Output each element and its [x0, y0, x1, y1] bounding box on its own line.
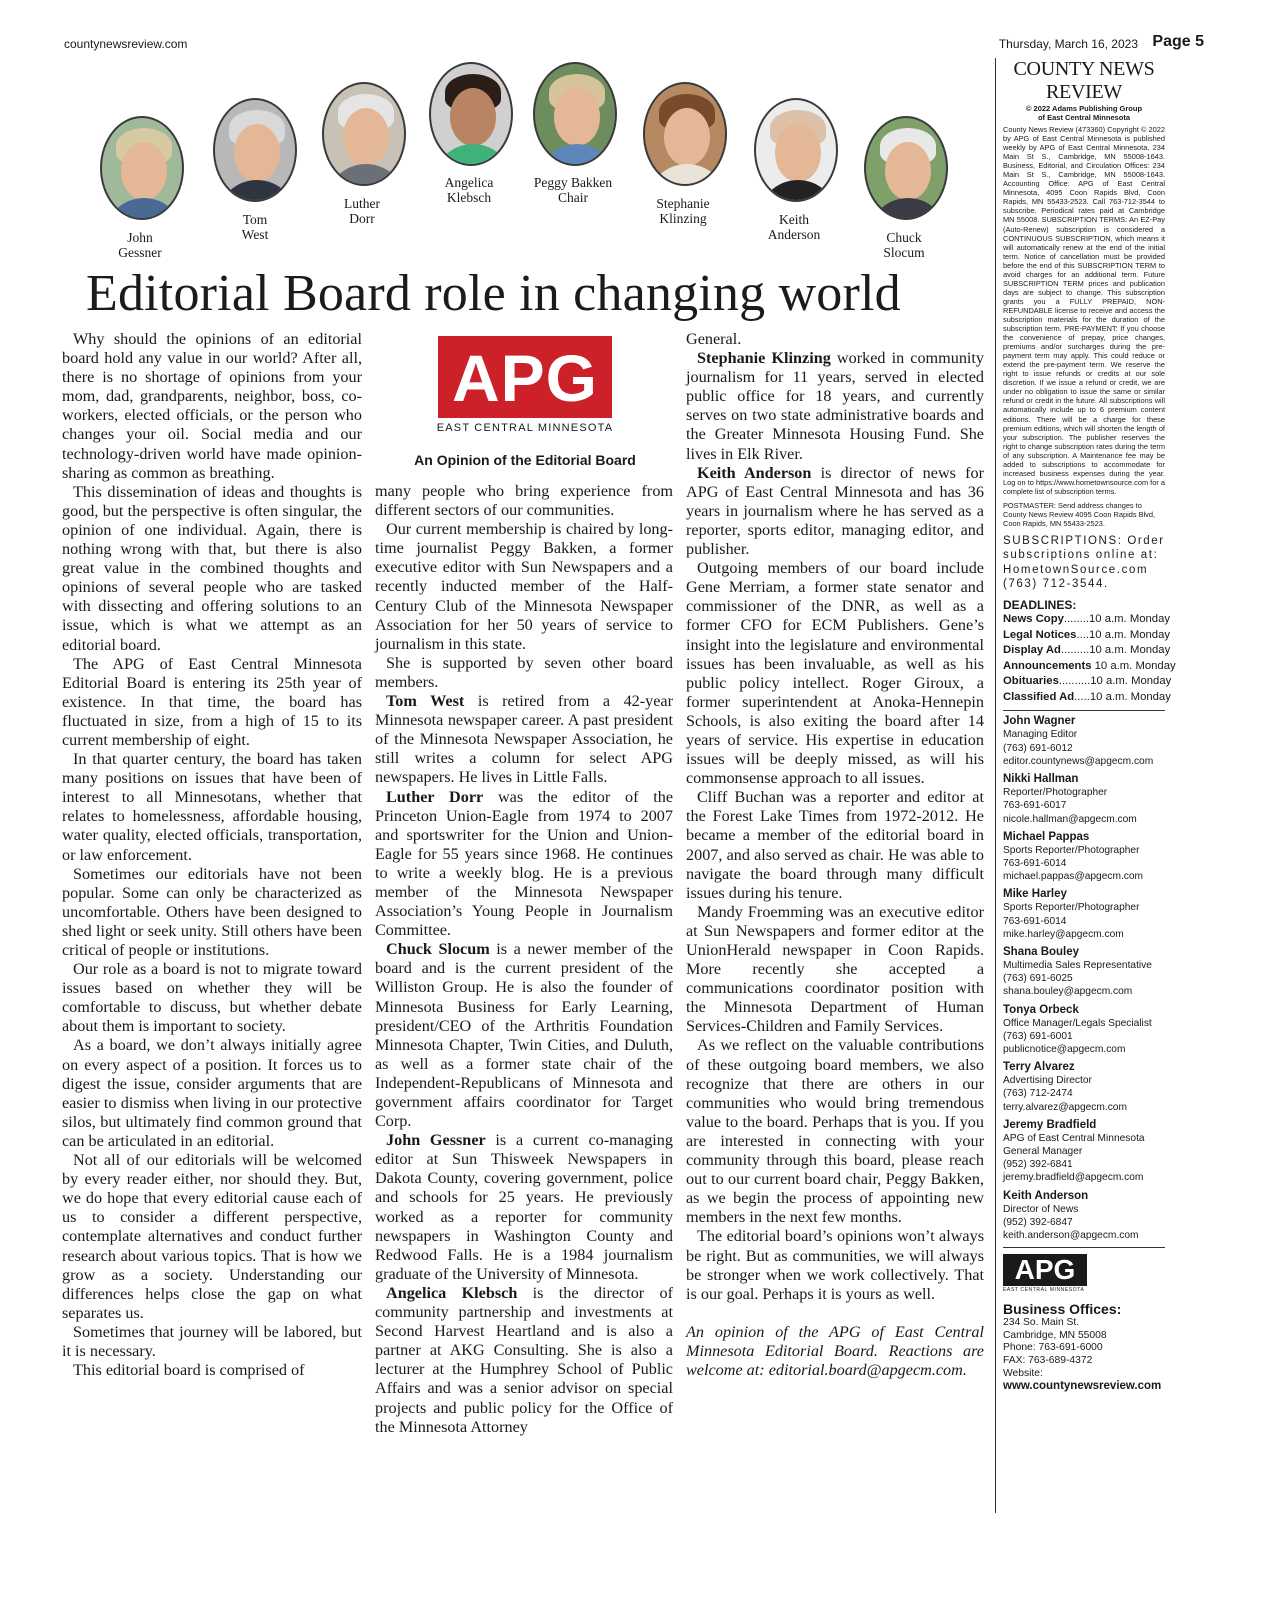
copyright-line: © 2022 Adams Publishing Group — [1025, 104, 1143, 113]
portrait-tom-west — [213, 98, 297, 202]
bio-name: Stephanie Klinzing — [697, 349, 831, 368]
staff-email[interactable]: shana.bouley@apgecm.com — [1003, 986, 1133, 998]
apg-logo-subtitle: EAST CENTRAL MINNESOTA — [436, 422, 614, 434]
deadline-item: Obituaries..........10 a.m. Monday — [1003, 675, 1172, 688]
paragraph: Our current membership is chaired by long-time journalist Peggy Bakken, a former executive editor with Sun Newspapers and a recently inducted member of the Half-Century Club of the Minnesota Newspaper Association for her 50 years of service to journalism in this state. — [375, 520, 673, 653]
bio-stephanie-klinzing: Stephanie Klinzing worked in community journalism for 11 years, served in elected public office for 18 years, and currently serves on two state administrative boards and the Greater Minnesota Housing Fund. She lives in Elk River. — [686, 349, 984, 463]
staff-entry: Terry Alvarez Advertising Director (763) 712-2474 terry.alvarez@apgecm.com — [1003, 1060, 1165, 1114]
portrait-stephanie-klinzing — [643, 82, 727, 186]
paragraph: Sometimes that journey will be labored, but it is necessary. — [62, 1322, 362, 1360]
staff-email[interactable]: nicole.hallman@apgecm.com — [1003, 813, 1137, 825]
copyright-line: of East Central Minnesota — [1037, 113, 1131, 122]
staff-entry: Tonya Orbeck Office Manager/Legals Specialist (763) 691-6001 publicnotice@apgecm.com — [1003, 1003, 1165, 1057]
portrait-chuck-slocum — [864, 116, 948, 220]
deadline-item: News Copy........10 a.m. Monday — [1003, 612, 1171, 625]
photo-john-gessner — [100, 116, 184, 220]
staff-email[interactable]: mike.harley@apgecm.com — [1003, 928, 1124, 940]
article-column-3 — [686, 330, 984, 1380]
staff-entry: Nikki Hallman Reporter/Photographer 763-691-6017 nicole.hallman@apgecm.com — [1003, 772, 1165, 826]
deadlines-list — [1003, 612, 1176, 706]
staff-entry: Michael Pappas Sports Reporter/Photographer 763-691-6014 michael.pappas@apgecm.com — [1003, 830, 1165, 884]
caption-luther-dorr: Luther Dorr — [344, 196, 380, 226]
deadlines-title: DEADLINES: — [1003, 597, 1077, 612]
staff-entry: Mike Harley Sports Reporter/Photographer 763-691-6014 mike.harley@apgecm.com — [1003, 887, 1165, 941]
paragraph: Sometimes our editorials have not been popular. Some can only be characterized as uncomfortable. Others have been designed to shed light or seek unity. Still others have been critical of people or institutions. — [62, 864, 362, 959]
caption-chuck-slocum: Chuck Slocum — [883, 230, 925, 260]
bio-angelica-klebsch: Angelica Klebsch is the director of community partnership and investments at Second Harvest Heartland and is also a partner at AKG Consulting. She is also a lecturer at the Humphrey School of Public Affairs and was a senior advisor on special projects and public policy for the Office of the Minnesota Attorney — [375, 1283, 673, 1436]
deadline-item: Classified Ad.....10 a.m. Monday — [1003, 690, 1171, 703]
photo-peggy-bakken — [533, 62, 617, 166]
portrait-angelica-klebsch — [429, 62, 513, 166]
paragraph: As a board, we don’t always initially agree on every aspect of a position. It forces us to digest the issue, consider arguments that are easier to dismiss when living in our protective silos, but ultimately find common ground that can be articulated in an editorial. — [62, 1036, 362, 1150]
staff-entry: Shana Bouley Multimedia Sales Representative (763) 691-6025 shana.bouley@apgecm.com — [1003, 945, 1165, 999]
subscriptions-info: SUBSCRIPTIONS: Order subscriptions online at: HometownSource.com (763) 712-3544. — [1003, 534, 1165, 591]
staff-entry: John Wagner Managing Editor (763) 691-6012 editor.countynews@apgecm.com — [1003, 714, 1165, 768]
caption-peggy-bakken: Peggy Bakken Chair — [533, 175, 613, 205]
photo-angelica-klebsch — [429, 62, 513, 166]
paragraph: In that quarter century, the board has taken many positions on issues that have been of interest to all Minnesotans, whether that relates to homelessness, affordable housing, water quality, elected officials, transportation, or law enforcement. — [62, 750, 362, 864]
deadline-item: Display Ad.........10 a.m. Monday — [1003, 644, 1171, 657]
staff-entry: Jeremy Bradfield APG of East Central Minnesota General Manager (952) 392-6841 jeremy.bradfield@apgecm.com — [1003, 1118, 1165, 1185]
paragraph: Our role as a board is not to migrate toward issues based on whether they will be comfortable to discuss, but whether debate about them is important to society. — [62, 960, 362, 1036]
bio-luther-dorr: Luther Dorr was the editor of the Princeton Union-Eagle from 1974 to 2007 and sportswriter for the Union and Union-Eagle for 55 years since 1968. He continues to write a weekly blog. He is a previous member of the Minnesota Newspaper Association’s Young People in Journalism Committee. — [375, 787, 673, 940]
portrait-peggy-bakken — [533, 62, 617, 166]
bio-keith-anderson: Keith Anderson is director of news for APG of East Central Minnesota and has 36 years in journalism where he has served as a reporter, sports editor, managing editor, and publisher. — [686, 463, 984, 559]
caption-tom-west: Tom West — [241, 212, 269, 242]
business-offices-title: Business Offices: — [1003, 1301, 1122, 1318]
staff-email[interactable]: michael.pappas@apgecm.com — [1003, 871, 1144, 883]
portrait-john-gessner — [100, 116, 184, 220]
article-column-1 — [62, 330, 362, 1380]
paragraph: Cliff Buchan was a reporter and editor at the Forest Lake Times from 1972-2012. He became a member of the editorial board in 2007, and also served as chair. He was able to navigate the board through many difficult issues during his tenure. — [686, 788, 984, 902]
tagline: An opinion of the APG of East Central Minnesota Editorial Board. Reactions are welcome at: editorial.board@apgecm.com. — [686, 1322, 984, 1379]
staff-entry: Keith Anderson Director of News (952) 392-6847 keith.anderson@apgecm.com — [1003, 1189, 1165, 1243]
staff-email[interactable]: publicnotice@apgecm.com — [1003, 1043, 1126, 1055]
page-number: Page 5 — [1152, 33, 1204, 50]
staff-email[interactable]: terry.alvarez@apgecm.com — [1003, 1101, 1127, 1113]
staff-email[interactable]: keith.anderson@apgecm.com — [1003, 1229, 1139, 1241]
apg-logo-small-subtitle: EAST CENTRAL MINNESOTA — [1003, 1287, 1085, 1294]
paragraph: many people who bring experience from different sectors of our communities. — [375, 482, 673, 520]
site-url: countynewsreview.com — [64, 37, 188, 51]
bio-name: Chuck Slocum — [386, 940, 490, 959]
staff-email[interactable]: jeremy.bradfield@apgecm.com — [1003, 1172, 1144, 1184]
caption-keith-anderson: Keith Anderson — [767, 212, 821, 242]
publication-terms: County News Review (473360) Copyright © 2022 by APG of East Central Minnesota is published weekly by APG of East Central Minnesota, 234 Main St S., Cambridge, MN 55008-1643. Business, Editorial, and Circulation Offices: 234 Main St S., Cambridge, MN 55008-1643. Accounting Office: APG of East Central Minnesota, 4095 Coon Rapids Blvd, Coon Rapids, MN 55433-2523. Call 763-712-3544 to subscribe. Periodical rates paid at Cambridge MN 55008. SUBSCRIPTION TERMS: An EZ-Pay (Auto-Renew) subscription is considered a CONTINUOUS SUBSCRIPTION, which means it will automatically renew at the end of the initial term. Notice of cancellation must be provided before the end of this SUBSCRIPTION TERM to avoid charges for an additional term. Future SUBSCRIPTION TERM prices and publication days are subject to change. This subscription grants you a FULLY PREPAID, NON-REFUNDABLE license to receive and access the subscription materials for the duration of the subscription term. PRE-PAYMENT: If you choose the convenience of prepay, price changes, premiums and/or surcharges during the pre-payment term may apply. This could reduce or extend the pre-payment term. We reserve the right to issue refunds or credits at our sole discretion. If we issue a refund or credit, we are under no obligation to issue the same or similar refund or credit in the future. All subscriptions will automatically include up to 6 premium content editions. There will be a charge for these premium editions, which will shorten the length of your subscription. The publisher reserves the right to change subscription rates during the term of any subscription. A Maintenance fee may be added to subscriptions to accommodate for increased business expenses during the year. Log on to https://www.hometownsource.com for a complete list of subscription terms. — [1003, 125, 1165, 496]
postmaster-note: POSTMASTER: Send address changes to County News Review 4095 Coon Rapids Blvd, Coon Rapids, MN 55433-2523. — [1003, 500, 1155, 528]
caption-john-gessner: John Gessner — [118, 230, 162, 260]
paragraph: Outgoing members of our board include Gene Merriam, a former state senator and commissioner of the DNR, as well as a former CFO for ECM Publishers. Gene’s insight into the legislature and environmental issues has been invaluable, as well as his public policy intellect. Roger Giroux, a former superintendent at Anoka-Hennepin Schools, is also exiting the board after 14 years of service. His expertise in education issues will be deeply missed, as will his commonsense approach to all issues. — [686, 559, 984, 788]
paragraph: General. — [686, 330, 742, 348]
caption-angelica-klebsch: Angelica Klebsch — [444, 175, 494, 205]
bio-john-gessner: John Gessner is a current co-managing editor at Sun Thisweek Newspapers in Dakota County, covering government, police and schools for 25 years. He previously worked as a reporter for community newspapers in Washington County and Redwood Falls. He is a 1984 journalism graduate of the University of Minnesota. — [375, 1131, 673, 1283]
page-header — [64, 33, 1204, 53]
website-link[interactable]: www.countynewsreview.com — [1003, 1380, 1162, 1393]
apg-logo: APG — [438, 336, 612, 418]
paragraph: The editorial board’s opinions won’t always be right. But as communities, we will always be stronger when we work collectively. That is our goal. Perhaps it is yours as well. — [686, 1227, 984, 1303]
bio-tom-west: Tom West is retired from a 42-year Minnesota newspaper career. A past president of the Minnesota Newspaper Association, he still writes a column for select APG newspapers. He lives in Little Falls. — [375, 692, 674, 787]
divider — [1003, 710, 1165, 711]
divider — [1003, 1247, 1165, 1248]
paragraph: She is supported by seven other board members. — [375, 653, 673, 691]
portrait-luther-dorr — [322, 82, 406, 186]
photo-stephanie-klinzing — [643, 82, 727, 186]
bio-name: Tom West — [386, 692, 465, 711]
paragraph: As we reflect on the valuable contributions of these outgoing board members, we also recognize that there are others in our communities who would bring tremendous value to the board. Perhaps that is you. If you are interested in connecting with your community through this board, please reach out to our current board chair, Peggy Bakken, as we begin the process of appointing new members in the next few months. — [686, 1036, 984, 1227]
photo-luther-dorr — [322, 82, 406, 186]
bio-name: Keith Anderson — [697, 463, 812, 482]
portrait-keith-anderson — [754, 98, 838, 202]
sidebar — [1003, 58, 1176, 1393]
deadline-item: Announcements 10 a.m. Monday — [1003, 659, 1176, 672]
apg-logo-small: APG — [1003, 1254, 1087, 1286]
photo-tom-west — [213, 98, 297, 202]
headline: Editorial Board role in changing world — [86, 265, 901, 322]
article-column-2 — [375, 482, 673, 1437]
deadline-item: Legal Notices....10 a.m. Monday — [1003, 628, 1171, 641]
photo-chuck-slocum — [864, 116, 948, 220]
bio-name: Angelica Klebsch — [386, 1283, 518, 1302]
paragraph: This dissemination of ideas and thoughts is good, but the perspective is often singular, the opinion of one individual. Again, there is nothing wrong with that, but there is also great value in the combined thoughts and opinions of several people who are tasked with dissecting and offering solutions to an issue, which is what we attempt as an editorial board. — [62, 482, 362, 654]
business-offices: 234 So. Main St. Cambridge, MN 55008 Phone: 763-691-6000 FAX: 763-689-4372 Website: www.countynewsreview.com — [1003, 1317, 1165, 1393]
paragraph: Why should the opinions of an editorial board hold any value in our world? After all, there is no shortage of opinions from your mom, dad, grandparents, neighbor, boss, co-workers, elected officials, or the person who changes your oil. Social media and our technology-driven world have made opinion-sharing as common as breathing. — [62, 330, 362, 482]
bio-chuck-slocum: Chuck Slocum is a newer member of the board and is the current president of the Williston Group. He is also the founder of Minnesota Business for Early Learning, president/CEO of the Arthritis Foundation Minnesota Chapter, Twin Cities, and Duluth, as well as a former state chair of the Independent-Republicans of Minnesota and government affairs coordinator for Target Corp. — [375, 940, 673, 1131]
staff-email[interactable]: editor.countynews@apgecm.com — [1003, 755, 1154, 767]
paragraph: Not all of our editorials will be welcomed by every reader either, nor should they. But, we do hope that every editorial cause each of us to consider a different perspective, contemplate alternatives and conduct further research about various topics. That is how we grow as a society. Understanding our differences helps close the gap on what separates us. — [62, 1151, 362, 1322]
issue-date: Thursday, March 16, 2023 — [998, 37, 1138, 51]
paragraph: The APG of East Central Minnesota Editorial Board is entering its 25th year of existence. In that time, the board has fluctuated in size, from a high of 15 to its current membership of eight. — [62, 654, 362, 749]
masthead: COUNTY NEWS REVIEW — [1013, 58, 1155, 103]
bio-name: Luther Dorr — [386, 787, 484, 806]
paragraph: This editorial board is comprised of — [73, 1361, 305, 1380]
photo-keith-anderson — [754, 98, 838, 202]
sidebar-divider — [995, 58, 996, 1513]
caption-stephanie-klinzing: Stephanie Klinzing — [656, 196, 710, 226]
opinion-label: An Opinion of the Editorial Board — [414, 452, 636, 468]
paragraph: Mandy Froemming was an executive editor at Sun Newspapers and former editor at the UnionHerald newspaper in Coon Rapids. More recently she accepted a communications coordinator position with the Minnesota Department of Human Services-Children and Family Services. — [686, 902, 984, 1036]
bio-name: John Gessner — [386, 1131, 486, 1150]
